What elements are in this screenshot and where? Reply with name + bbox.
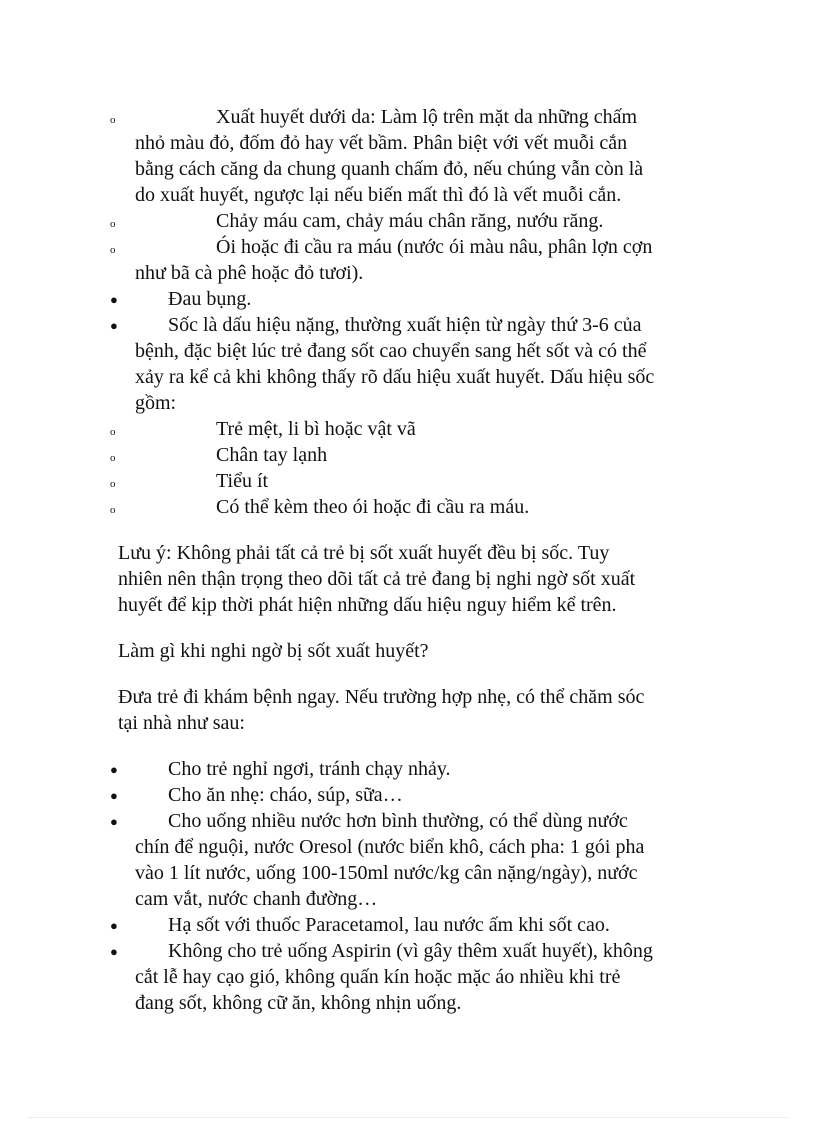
list-item xyxy=(110,756,451,782)
list-item-line: gồm: xyxy=(135,392,177,414)
circle-bullet-icon: o xyxy=(110,426,116,438)
dot-bullet-icon: ● xyxy=(110,762,118,777)
list-item xyxy=(110,468,268,494)
list-item-line: Tiểu ít xyxy=(216,470,269,492)
list-item-line: Chảy máu cam, chảy máu chân răng, nướu răng. xyxy=(216,210,604,232)
list-item-line: Xuất huyết dưới da: Làm lộ trên mặt da những chấm xyxy=(216,106,638,128)
list-item-line: Hạ sốt với thuốc Paracetamol, lau nước ấm khi sốt cao. xyxy=(168,914,610,936)
circle-bullet-icon: o xyxy=(110,244,116,256)
list-item-line: vào 1 lít nước, uống 100-150ml nước/kg cân nặng/ngày), nước xyxy=(135,862,638,884)
paragraph-line: Đưa trẻ đi khám bệnh ngay. Nếu trường hợp nhẹ, có thể chăm sóc xyxy=(118,686,645,708)
circle-bullet-icon: o xyxy=(110,478,116,490)
list-item-line: Cho ăn nhẹ: cháo, súp, sữa… xyxy=(168,784,403,806)
dot-bullet-icon: ● xyxy=(110,292,118,307)
list-item-line: Chân tay lạnh xyxy=(216,444,328,466)
list-item-line: do xuất huyết, ngược lại nếu biến mất thì đó là vết muỗi cắn. xyxy=(135,184,622,206)
list-item-line: cam vắt, nước chanh đường… xyxy=(135,888,378,910)
dot-bullet-icon: ● xyxy=(110,918,118,933)
list-item xyxy=(110,416,416,442)
list-item-line: Có thể kèm theo ói hoặc đi cầu ra máu. xyxy=(216,496,530,518)
dot-bullet-icon: ● xyxy=(110,788,118,803)
paragraph-line: Lưu ý: Không phải tất cả trẻ bị sốt xuất huyết đều bị sốc. Tuy xyxy=(118,542,610,564)
page-bottom-rule xyxy=(28,1117,788,1118)
list-item-line: cắt lễ hay cạo gió, không quấn kín hoặc mặc áo nhiều khi trẻ xyxy=(135,966,621,988)
dot-bullet-icon: ● xyxy=(110,814,118,829)
list-item-line: như bã cà phê hoặc đỏ tươi). xyxy=(135,262,364,284)
section-question xyxy=(118,638,429,664)
paragraph-line: nhiên nên thận trọng theo dõi tất cả trẻ đang bị nghi ngờ sốt xuất xyxy=(118,568,636,590)
list-item xyxy=(110,312,654,416)
list-item-line: đang sốt, không cữ ăn, không nhịn uống. xyxy=(135,992,462,1014)
list-item xyxy=(110,938,653,1016)
list-item-line: nhỏ màu đỏ, đốm đỏ hay vết bầm. Phân biệt với vết muỗi cắn xyxy=(135,132,628,154)
list-item xyxy=(110,104,643,208)
list-item xyxy=(110,912,610,938)
question-text: Làm gì khi nghi ngờ bị sốt xuất huyết? xyxy=(118,640,429,662)
paragraph-line: huyết để kịp thời phát hiện những dấu hiệu nguy hiểm kể trên. xyxy=(118,594,617,616)
list-item xyxy=(110,808,644,912)
list-item-line: chín để nguội, nước Oresol (nước biển khô, cách pha: 1 gói pha xyxy=(135,836,645,858)
list-item-line: Trẻ mệt, li bì hoặc vật vã xyxy=(216,418,416,440)
circle-bullet-icon: o xyxy=(110,114,116,126)
list-item-line: Ói hoặc đi cầu ra máu (nước ói màu nâu, phân lợn cợn xyxy=(216,236,653,258)
list-item-line: Không cho trẻ uống Aspirin (vì gây thêm xuất huyết), không xyxy=(168,940,653,962)
list-item xyxy=(110,494,529,520)
list-item xyxy=(110,782,403,808)
list-item-line: xảy ra kể cả khi không thấy rõ dấu hiệu xuất huyết. Dấu hiệu sốc xyxy=(135,366,655,388)
list-item xyxy=(110,208,603,234)
advice-intro xyxy=(118,684,644,736)
list-item-line: Đau bụng. xyxy=(168,288,252,310)
list-item-line: bệnh, đặc biệt lúc trẻ đang sốt cao chuyển sang hết sốt và có thể xyxy=(135,340,647,362)
circle-bullet-icon: o xyxy=(110,504,116,516)
dot-bullet-icon: ● xyxy=(110,318,118,333)
list-item-line: Sốc là dấu hiệu nặng, thường xuất hiện từ ngày thứ 3-6 của xyxy=(168,314,642,336)
list-item xyxy=(110,442,327,468)
dot-bullet-icon: ● xyxy=(110,944,118,959)
note-paragraph xyxy=(118,540,635,618)
circle-bullet-icon: o xyxy=(110,218,116,230)
circle-bullet-icon: o xyxy=(110,452,116,464)
paragraph-line: tại nhà như sau: xyxy=(118,712,245,734)
list-item-line: Cho trẻ nghỉ ngơi, tránh chạy nhảy. xyxy=(168,758,451,780)
list-item xyxy=(110,286,251,312)
list-item-line: Cho uống nhiều nước hơn bình thường, có thể dùng nước xyxy=(168,810,628,832)
list-item xyxy=(110,234,652,286)
list-item-line: bằng cách căng da chung quanh chấm đỏ, nếu chúng vẫn còn là xyxy=(135,158,644,180)
